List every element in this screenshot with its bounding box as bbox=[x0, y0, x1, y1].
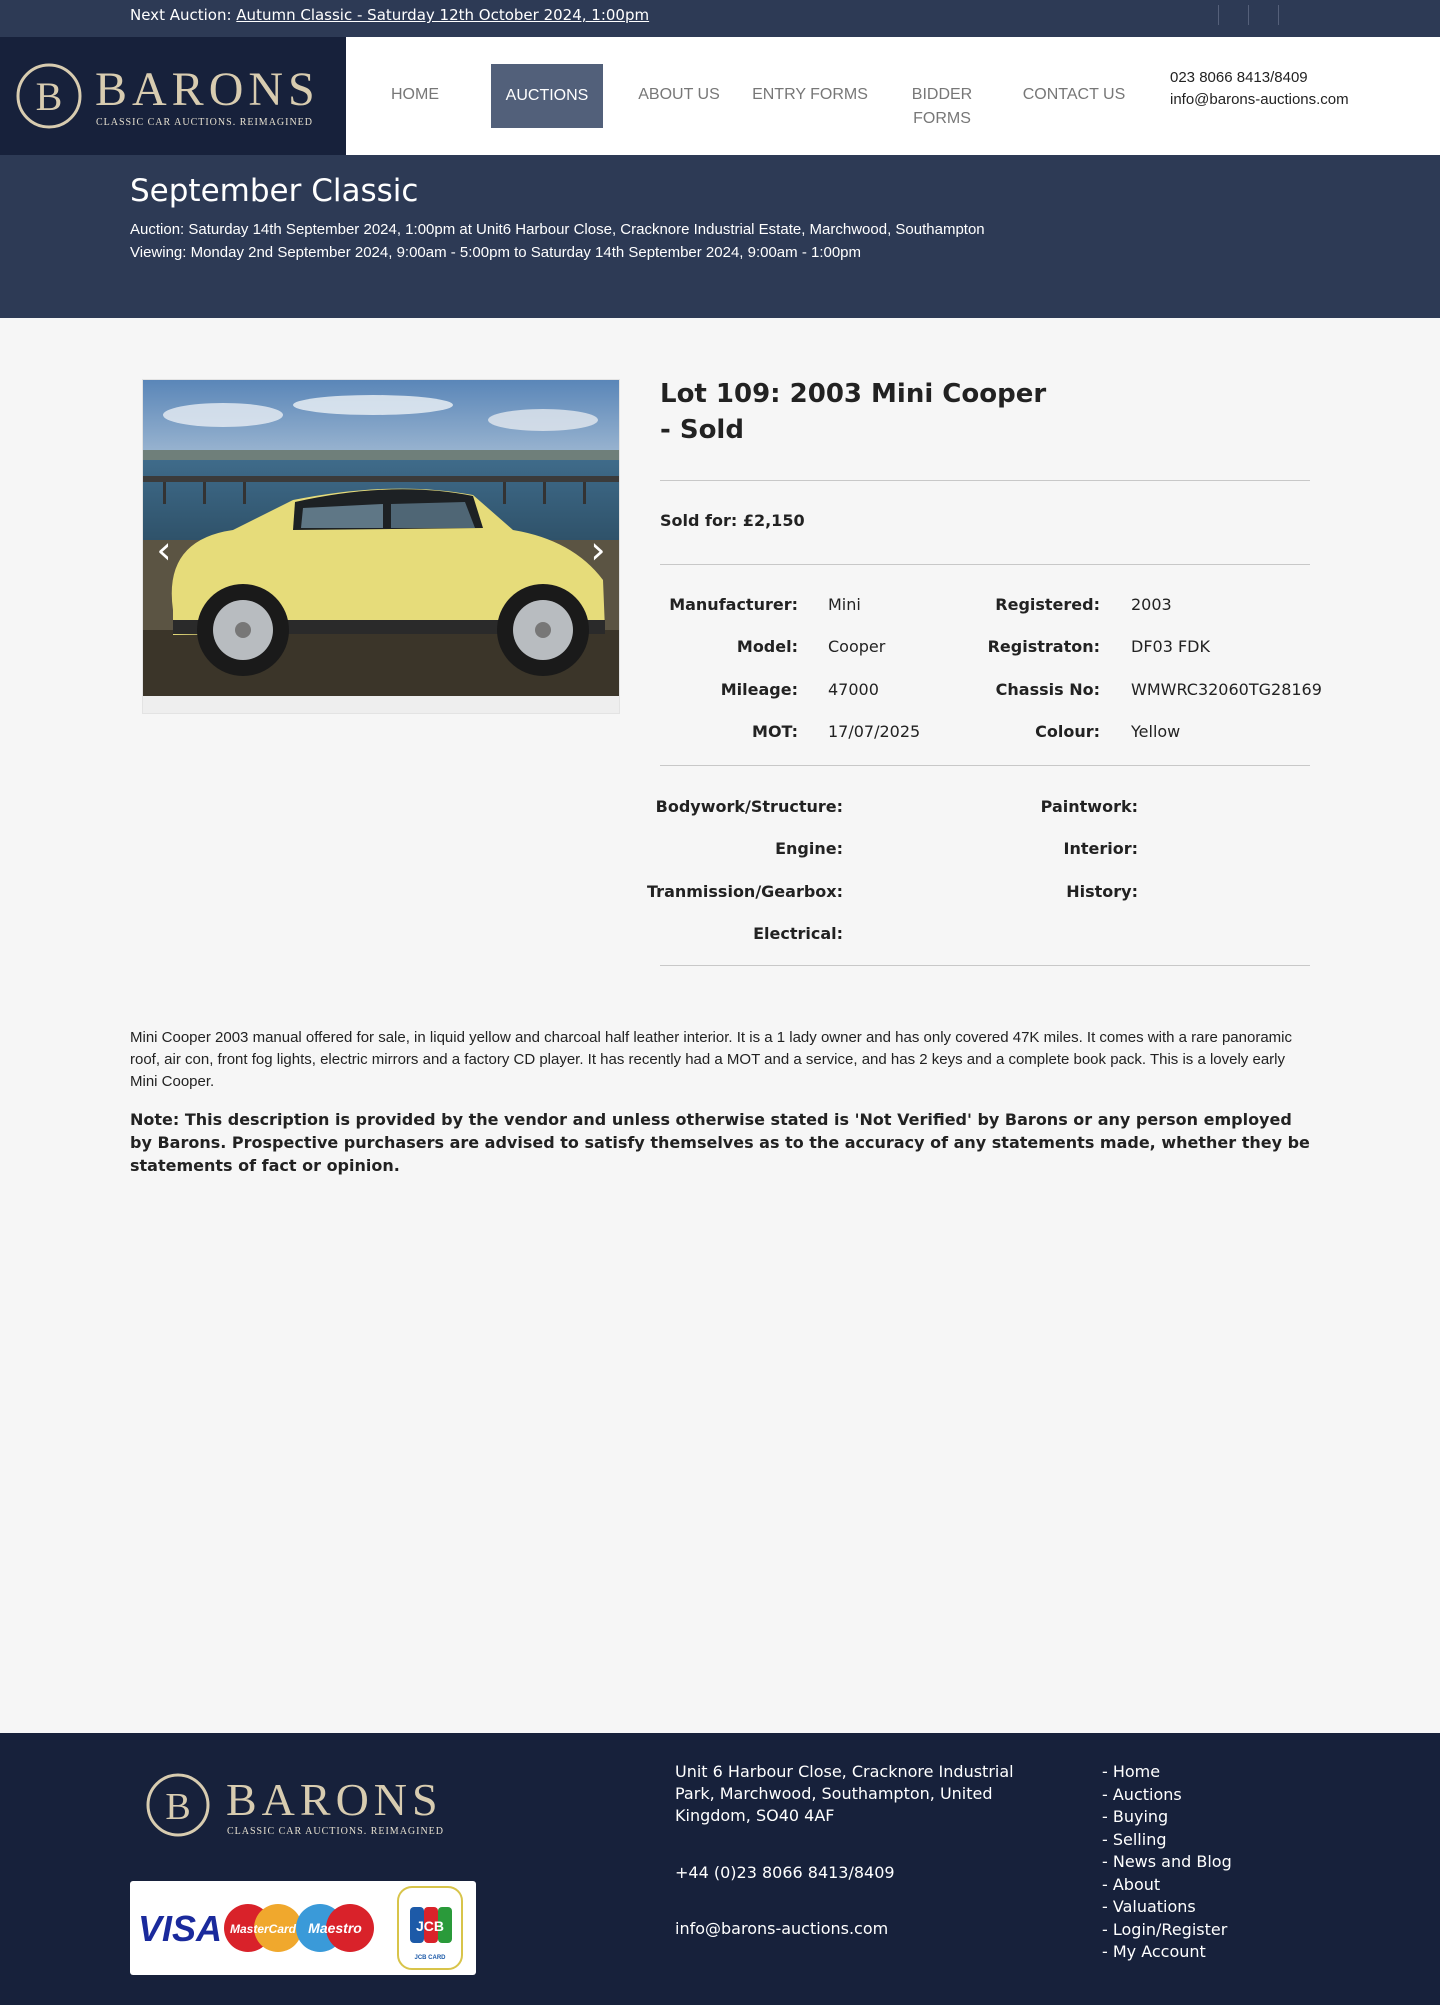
maestro-logo bbox=[296, 1904, 374, 1952]
auction-title: September Classic bbox=[130, 173, 419, 209]
footer-link-my-account[interactable]: - My Account bbox=[1102, 1942, 1206, 1961]
footer-link-valuations[interactable]: - Valuations bbox=[1102, 1897, 1196, 1916]
site-logo[interactable] bbox=[0, 37, 346, 155]
spec-label-registered: Registered: bbox=[995, 595, 1100, 614]
jcb-logo bbox=[398, 1887, 462, 1969]
condition-interior: Interior: bbox=[1063, 839, 1138, 858]
footer-address: Unit 6 Harbour Close, Cracknore Industrial Park, Marchwood, Southampton, United Kingdom, SO40 4AF bbox=[675, 1762, 1014, 1825]
lot-title-line2: - Sold bbox=[660, 415, 744, 445]
site-footer bbox=[0, 1733, 1440, 2005]
footer-link-home[interactable]: - Home bbox=[1102, 1762, 1161, 1781]
spec-value-mileage: 47000 bbox=[828, 680, 879, 699]
site-header bbox=[0, 37, 1440, 155]
spec-value-mot: 17/07/2025 bbox=[828, 722, 921, 741]
nav-entry-forms[interactable] bbox=[750, 63, 870, 127]
header-email[interactable]: info@barons-auctions.com bbox=[1170, 91, 1349, 108]
auction-date-location: Auction: Saturday 14th September 2024, 1:00pm at Unit6 Harbour Close, Cracknore Industrial Estate, Marchwood, Southampton bbox=[130, 221, 985, 238]
sold-price: Sold for: £2,150 bbox=[660, 511, 805, 530]
nav-about-label: ABOUT US bbox=[638, 86, 720, 103]
spec-label-model: Model: bbox=[736, 637, 798, 656]
spec-label-colour: Colour: bbox=[1035, 722, 1100, 741]
nav-bidder-forms[interactable] bbox=[892, 63, 992, 127]
nav-home[interactable] bbox=[365, 63, 465, 127]
spec-value-registration: DF03 FDK bbox=[1131, 637, 1210, 656]
footer-link-auctions[interactable]: - Auctions bbox=[1102, 1784, 1182, 1804]
nav-bidder-line2: FORMS bbox=[913, 110, 971, 127]
condition-engine: Engine: bbox=[775, 839, 843, 858]
condition-bodywork: Bodywork/Structure: bbox=[655, 797, 843, 816]
spec-value-chassis: WMWRC32060TG28169 bbox=[1131, 680, 1322, 699]
lot-photo[interactable] bbox=[143, 380, 619, 696]
auction-banner bbox=[0, 155, 1440, 318]
jcb-text: JCB bbox=[415, 1918, 445, 1934]
nav-contact-us[interactable] bbox=[1014, 63, 1134, 127]
nav-bidder-line1: BIDDER bbox=[911, 86, 973, 103]
visa-logo: VISA bbox=[138, 1908, 223, 1949]
spec-value-model: Cooper bbox=[828, 637, 886, 656]
spec-label-mileage: Mileage: bbox=[720, 680, 798, 699]
footer-logo-initial: B bbox=[165, 1786, 191, 1828]
footer-logo[interactable] bbox=[138, 1765, 458, 1845]
condition-electrical: Electrical: bbox=[753, 924, 843, 943]
divider bbox=[660, 965, 1310, 966]
next-auction bbox=[130, 6, 649, 24]
footer-link-news-blog[interactable]: - News and Blog bbox=[1102, 1852, 1232, 1871]
header-phone[interactable]: 023 8066 8413/8409 bbox=[1170, 69, 1308, 86]
spec-label-chassis: Chassis No: bbox=[995, 680, 1100, 699]
footer-logo-name: BARONS bbox=[226, 1774, 443, 1825]
nav-contact-label: CONTACT US bbox=[1022, 86, 1126, 103]
auction-info bbox=[130, 218, 985, 264]
divider bbox=[660, 480, 1310, 481]
footer-link-buying[interactable]: - Buying bbox=[1102, 1807, 1169, 1826]
nav-about-us[interactable] bbox=[625, 63, 733, 127]
nav-auctions[interactable] bbox=[491, 64, 603, 128]
condition-history: History: bbox=[1066, 882, 1138, 901]
footer-phone[interactable]: +44 (0)23 8066 8413/8409 bbox=[675, 1863, 895, 1882]
logo-tagline: CLASSIC CAR AUCTIONS. REIMAGINED bbox=[96, 117, 314, 128]
spec-label-mot: MOT: bbox=[752, 722, 798, 741]
payment-cards bbox=[130, 1881, 476, 1975]
footer-link-about[interactable]: - About bbox=[1102, 1874, 1161, 1894]
social-divider bbox=[1278, 5, 1279, 25]
next-auction-link[interactable]: Autumn Classic - Saturday 12th October 2024, 1:00pm bbox=[236, 6, 650, 24]
footer-links bbox=[1102, 1761, 1232, 1964]
footer-link-login-register[interactable]: - Login/Register bbox=[1102, 1919, 1228, 1939]
footer-logo-tagline: CLASSIC CAR AUCTIONS. REIMAGINED bbox=[227, 1826, 445, 1837]
logo-initial: B bbox=[35, 74, 63, 119]
mastercard-logo bbox=[224, 1904, 302, 1952]
top-bar bbox=[0, 0, 1440, 37]
viewing-times: Viewing: Monday 2nd September 2024, 9:00am - 5:00pm to Saturday 14th September 2024, 9:00am - 1:00pm bbox=[130, 244, 862, 261]
spec-value-registered: 2003 bbox=[1131, 595, 1172, 614]
divider bbox=[660, 564, 1310, 565]
lot-title bbox=[660, 376, 1060, 448]
social-divider bbox=[1248, 5, 1249, 25]
spec-label-manufacturer: Manufacturer: bbox=[669, 595, 798, 614]
lot-title-line1: Lot 109: 2003 Mini Cooper bbox=[660, 379, 1047, 409]
lot-description: Mini Cooper 2003 manual offered for sale, in liquid yellow and charcoal half leather interior. It is a 1 lady owner and has only covered 47K miles. It comes with a rare panoramic roof, air con, front fog lights, electric mirrors and a factory CD player. It has recently had a MOT and a service, and has 2 keys and a complete book pack. This is a lovely early Mini Cooper. bbox=[130, 1029, 1293, 1090]
logo-name: BARONS bbox=[95, 63, 320, 116]
nav-home-label: HOME bbox=[391, 86, 439, 103]
divider bbox=[660, 765, 1310, 766]
condition-transmission: Tranmission/Gearbox: bbox=[647, 882, 843, 901]
vendor-note: Note: This description is provided by the vendor and unless otherwise stated is 'Not Verified' by Barons or any person employed by Barons. Prospective purchasers are advised to satisfy themselves as to the accuracy of any statements made, whether they be statements of fact or opinion. bbox=[130, 1110, 1310, 1175]
header-contact bbox=[1170, 67, 1349, 111]
nav-entry-forms-label: ENTRY FORMS bbox=[752, 86, 868, 103]
jcb-subtext: JCB CARD bbox=[414, 1955, 446, 1961]
condition-paintwork: Paintwork: bbox=[1040, 797, 1138, 816]
lot-image-gallery bbox=[142, 379, 620, 714]
social-divider bbox=[1218, 5, 1219, 25]
spec-label-registration: Registraton: bbox=[987, 637, 1100, 656]
next-auction-label: Next Auction: bbox=[130, 6, 232, 24]
mastercard-text: MasterCard bbox=[229, 1922, 297, 1936]
nav-auctions-label: AUCTIONS bbox=[505, 87, 589, 104]
footer-email[interactable]: info@barons-auctions.com bbox=[675, 1919, 889, 1938]
spec-value-colour: Yellow bbox=[1131, 722, 1181, 741]
maestro-text: Maestro bbox=[308, 1920, 362, 1936]
gallery-next-arrow[interactable]: › bbox=[590, 528, 606, 572]
footer-link-selling[interactable]: - Selling bbox=[1102, 1829, 1167, 1849]
gallery-prev-arrow[interactable]: ‹ bbox=[156, 528, 172, 572]
spec-value-manufacturer: Mini bbox=[828, 595, 861, 614]
